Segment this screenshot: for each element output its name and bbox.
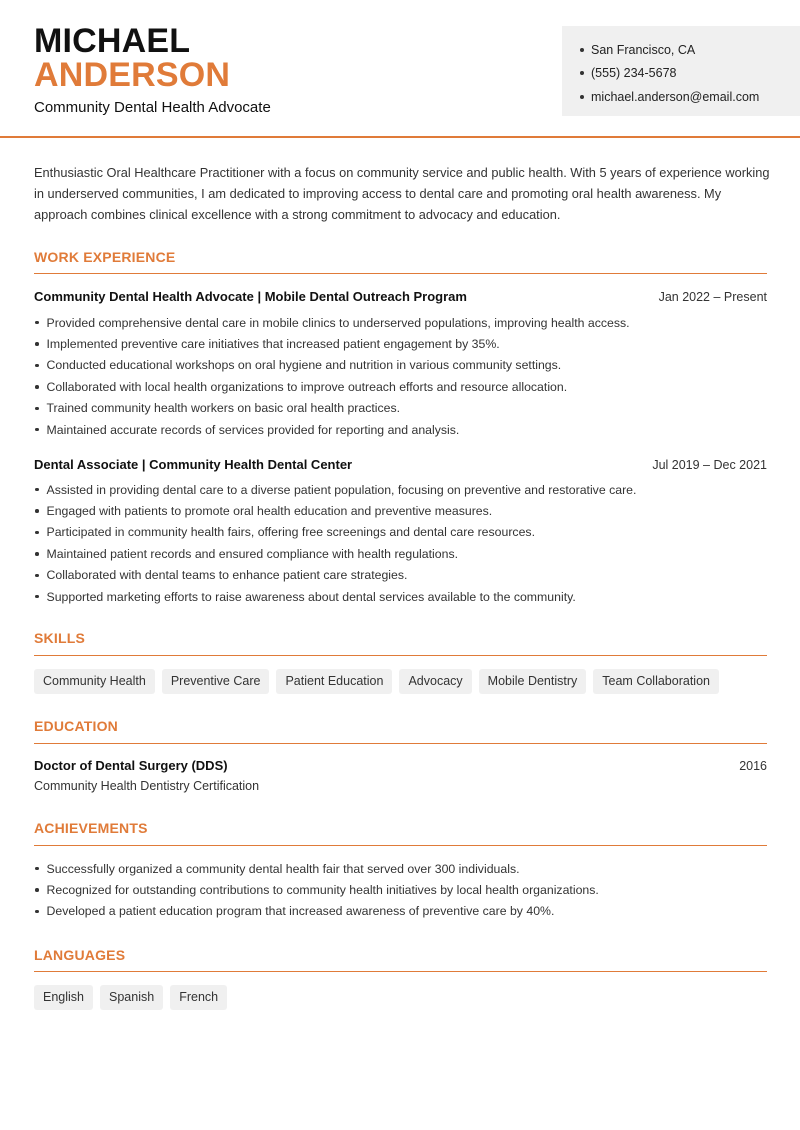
summary: Enthusiastic Oral Healthcare Practitioner with a focus on community service and public health. With 5 years of experience working in underserved communities, I am dedicated to improving access to dental care and promoting oral health awareness. My approach combines clinical excellence with a strong commitment to advocacy and education. [34, 165, 770, 222]
section-divider [34, 273, 767, 274]
section-title-achievements: ACHIEVEMENTS [34, 820, 148, 836]
email-text: michael.anderson@email.com [591, 89, 760, 104]
list-item [34, 586, 769, 607]
bullet-text: Conducted educational workshops on oral hygiene and nutrition in various community settings. [46, 358, 562, 373]
last-name: ANDERSON [34, 56, 231, 94]
contact-phone [580, 62, 800, 86]
bullet-text: Participated in community health fairs, offering free screenings and dental care resources. [46, 525, 535, 540]
list-item [34, 419, 769, 440]
skill-chip: Community Health [34, 669, 155, 694]
skills-list [34, 669, 719, 694]
bullet-icon [35, 385, 39, 389]
section-title-education: EDUCATION [34, 718, 118, 734]
bullet-text: Provided comprehensive dental care in mobile clinics to underserved populations, improving health access. [46, 315, 630, 330]
bullet-icon [35, 321, 39, 325]
list-item [34, 565, 769, 586]
bullet-icon [35, 364, 39, 368]
bullet-text: Maintained accurate records of services provided for reporting and analysis. [46, 422, 460, 437]
list-item [34, 522, 769, 543]
language-chip: French [170, 985, 227, 1010]
resume-header [0, 0, 800, 138]
bullet-icon [35, 428, 39, 432]
bullet-text: Maintained patient records and ensured compliance with health regulations. [46, 546, 459, 561]
education-certification: Community Health Dentistry Certification [34, 779, 260, 793]
skill-chip: Advocacy [399, 669, 471, 694]
bullet-icon [580, 48, 584, 52]
bullet-text: Engaged with patients to promote oral health education and preventive measures. [46, 504, 493, 519]
headline: Community Dental Health Advocate [34, 99, 271, 116]
education-year: 2016 [739, 759, 767, 773]
bullet-icon [35, 552, 39, 556]
bullet-text: Implemented preventive care initiatives that increased patient engagement by 35%. [46, 337, 500, 352]
first-name: MICHAEL [34, 22, 191, 60]
bullet-icon [35, 574, 39, 578]
education-degree: Doctor of Dental Surgery (DDS) [34, 758, 228, 773]
bullet-icon [35, 867, 39, 871]
section-divider [34, 655, 767, 656]
achievement-text: Successfully organized a community dental health fair that served over 300 individuals. [46, 861, 520, 876]
skill-chip: Preventive Care [162, 669, 270, 694]
section-divider [34, 971, 767, 972]
bullet-icon [580, 95, 584, 99]
section-title-languages: LANGUAGES [34, 947, 126, 963]
achievements-list [34, 858, 769, 922]
list-item [34, 398, 769, 419]
list-item [34, 312, 769, 333]
job-title: Community Dental Health Advocate | Mobile Dental Outreach Program [34, 289, 467, 304]
job-bullets [34, 479, 769, 607]
bullet-icon [35, 595, 39, 599]
achievement-text: Recognized for outstanding contributions to community health initiatives by local health organizations. [46, 883, 599, 898]
list-item [34, 879, 769, 900]
achievement-text: Developed a patient education program that increased awareness of preventive care by 40%. [46, 904, 555, 919]
bullet-text: Supported marketing efforts to raise awareness about dental services available to the community. [46, 589, 576, 604]
contact-email [580, 85, 800, 109]
language-chip: Spanish [100, 985, 163, 1010]
bullet-text: Trained community health workers on basic oral health practices. [46, 401, 401, 416]
bullet-icon [35, 407, 39, 411]
list-item [34, 479, 769, 500]
list-item [34, 858, 769, 879]
languages-list [34, 985, 227, 1010]
contact-location [580, 38, 800, 62]
list-item [34, 355, 769, 376]
list-item [34, 901, 769, 922]
list-item [34, 333, 769, 354]
section-title-skills: SKILLS [34, 630, 85, 646]
bullet-icon [35, 910, 39, 914]
bullet-text: Collaborated with dental teams to enhance patient care strategies. [46, 568, 408, 583]
list-item [34, 500, 769, 521]
section-title-work: WORK EXPERIENCE [34, 249, 176, 265]
job-title: Dental Associate | Community Health Dental Center [34, 457, 353, 472]
contact-box [562, 26, 800, 116]
list-item [34, 543, 769, 564]
language-chip: English [34, 985, 93, 1010]
job-date: Jan 2022 – Present [658, 290, 767, 304]
phone-text: (555) 234-5678 [591, 66, 677, 81]
bullet-icon [35, 888, 39, 892]
bullet-icon [35, 488, 39, 492]
job-bullets [34, 312, 769, 440]
bullet-icon [580, 71, 584, 75]
bullet-icon [35, 342, 39, 346]
skill-chip: Team Collaboration [593, 669, 719, 694]
bullet-text: Collaborated with local health organizations to improve outreach efforts and resource allocation. [46, 379, 568, 394]
bullet-icon [35, 509, 39, 513]
job-date: Jul 2019 – Dec 2021 [652, 458, 767, 472]
bullet-icon [35, 531, 39, 535]
bullet-text: Assisted in providing dental care to a diverse patient population, focusing on preventive and restorative care. [46, 482, 637, 497]
section-divider [34, 743, 767, 744]
section-divider [34, 845, 767, 846]
location-text: San Francisco, CA [591, 42, 696, 57]
skill-chip: Patient Education [276, 669, 392, 694]
list-item [34, 376, 769, 397]
skill-chip: Mobile Dentistry [479, 669, 587, 694]
